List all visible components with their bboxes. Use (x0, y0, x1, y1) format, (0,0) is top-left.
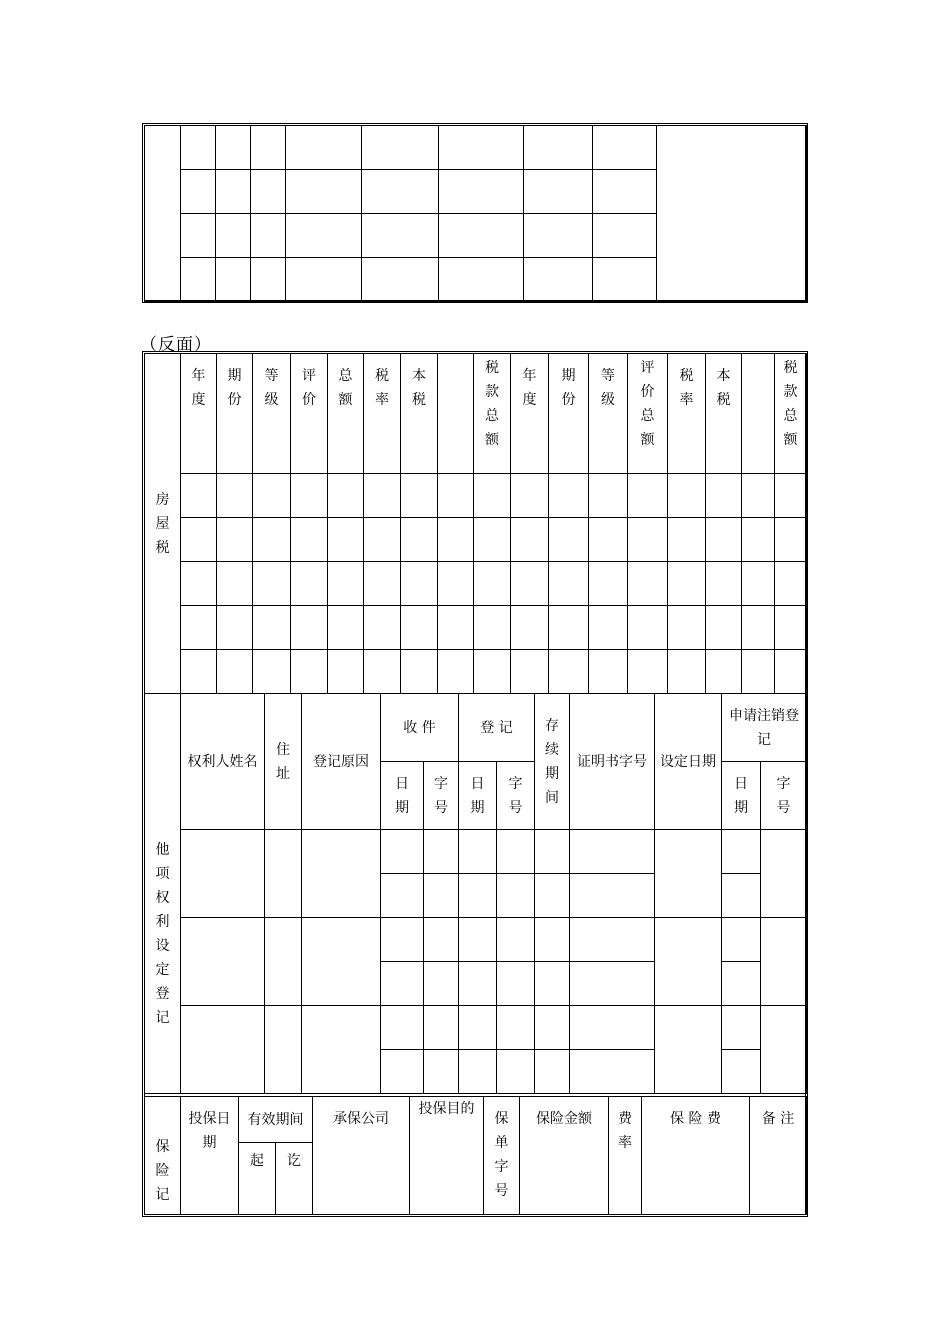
header-valid-period: 有效期间 (239, 1097, 313, 1143)
cell[interactable] (381, 962, 424, 1006)
cell[interactable] (381, 918, 424, 962)
cell[interactable] (570, 1050, 655, 1094)
cell[interactable] (291, 562, 328, 606)
header-register-date: 日期 (459, 762, 497, 830)
cell[interactable] (497, 1006, 535, 1050)
cell[interactable] (439, 258, 524, 302)
cell[interactable] (628, 474, 668, 518)
cell[interactable] (217, 562, 253, 606)
header-valid-from: 起 (239, 1143, 276, 1215)
cell[interactable] (593, 214, 657, 258)
cell[interactable] (511, 562, 549, 606)
header-rate-2: 税率 (668, 354, 706, 474)
cell[interactable] (253, 606, 291, 650)
cell[interactable] (655, 830, 722, 918)
cell[interactable] (474, 650, 511, 694)
cell[interactable] (722, 1006, 761, 1050)
cell[interactable] (570, 1006, 655, 1050)
header-premium: 保 险 费 (642, 1097, 750, 1215)
cell[interactable] (628, 606, 668, 650)
cell[interactable] (362, 126, 439, 170)
cell[interactable] (251, 170, 286, 214)
cell[interactable] (439, 126, 524, 170)
cell[interactable] (589, 650, 628, 694)
cell[interactable] (589, 562, 628, 606)
cell[interactable] (589, 474, 628, 518)
cell[interactable] (474, 562, 511, 606)
cell[interactable] (668, 650, 706, 694)
cell[interactable] (593, 126, 657, 170)
cell[interactable] (424, 830, 459, 874)
cell[interactable] (524, 170, 593, 214)
cell[interactable] (302, 1006, 381, 1094)
cell[interactable] (401, 474, 438, 518)
cell[interactable] (364, 606, 401, 650)
header-holder-name: 权利人姓名 (181, 694, 265, 830)
cell[interactable] (181, 918, 265, 1006)
cell[interactable] (524, 126, 593, 170)
cell[interactable] (628, 562, 668, 606)
header-tax-total: 税款总额 (474, 354, 511, 474)
cell[interactable] (401, 650, 438, 694)
header-receive: 收 件 (381, 694, 459, 762)
insurance-side-label: 保险记 (145, 1097, 181, 1215)
cell[interactable] (474, 474, 511, 518)
cell[interactable] (364, 562, 401, 606)
cell[interactable] (381, 830, 424, 874)
cell[interactable] (459, 1050, 497, 1094)
cell[interactable] (549, 606, 589, 650)
cell[interactable] (549, 474, 589, 518)
cell[interactable] (668, 518, 706, 562)
header-blank-2 (742, 354, 775, 474)
cell[interactable] (628, 518, 668, 562)
header-base-tax: 本税 (401, 354, 438, 474)
cell[interactable] (253, 650, 291, 694)
cell[interactable] (722, 874, 761, 918)
cell[interactable] (401, 518, 438, 562)
cell[interactable] (742, 474, 775, 518)
cell[interactable] (181, 214, 216, 258)
cell[interactable] (438, 650, 474, 694)
cell[interactable] (761, 918, 807, 1006)
header-reason: 登记原因 (302, 694, 381, 830)
cell[interactable] (628, 650, 668, 694)
cell[interactable] (549, 650, 589, 694)
cell[interactable] (251, 126, 286, 170)
cell[interactable] (291, 606, 328, 650)
cell[interactable] (439, 170, 524, 214)
cell[interactable] (497, 874, 535, 918)
cell[interactable] (524, 258, 593, 302)
cell[interactable] (706, 606, 742, 650)
cell[interactable] (593, 170, 657, 214)
cell[interactable] (401, 562, 438, 606)
cell[interactable] (181, 830, 265, 918)
header-base-tax-2: 本税 (706, 354, 742, 474)
cell[interactable] (328, 606, 364, 650)
cell[interactable] (459, 1006, 497, 1050)
header-rate: 税率 (364, 354, 401, 474)
cell[interactable] (722, 1050, 761, 1094)
front-tax-table-continued (144, 125, 807, 302)
cell[interactable] (474, 518, 511, 562)
cell[interactable] (775, 650, 807, 694)
cell[interactable] (364, 518, 401, 562)
cell[interactable] (181, 258, 216, 302)
cell[interactable] (438, 606, 474, 650)
cell[interactable] (742, 606, 775, 650)
cell[interactable] (217, 606, 253, 650)
cell[interactable] (722, 918, 761, 962)
cell[interactable] (497, 1050, 535, 1094)
cell[interactable] (253, 562, 291, 606)
header-valid-to: 讫 (276, 1143, 313, 1215)
cell[interactable] (668, 562, 706, 606)
cell[interactable] (381, 1050, 424, 1094)
cell[interactable] (438, 562, 474, 606)
header-period-2: 期份 (549, 354, 589, 474)
header-policy-number: 保单字号 (484, 1097, 520, 1215)
cell[interactable] (722, 830, 761, 874)
cell[interactable] (424, 1050, 459, 1094)
house-tax-side-label: 房屋税 (145, 354, 181, 694)
cell[interactable] (655, 918, 722, 1006)
cell[interactable] (535, 1006, 570, 1050)
header-remarks: 备 注 (750, 1097, 807, 1215)
cell[interactable] (286, 126, 362, 170)
cell[interactable] (438, 474, 474, 518)
cell[interactable] (668, 606, 706, 650)
header-valuation: 评价 (291, 354, 328, 474)
header-insured-amount: 保险金额 (520, 1097, 609, 1215)
cell[interactable] (535, 918, 570, 962)
cell[interactable] (474, 606, 511, 650)
cell[interactable] (535, 1050, 570, 1094)
cell[interactable] (761, 830, 807, 918)
cell[interactable] (742, 650, 775, 694)
other-rights-side-label: 他项权利设定登记 (145, 694, 181, 1094)
cell[interactable] (511, 606, 549, 650)
cell[interactable] (535, 830, 570, 874)
cell[interactable] (570, 830, 655, 874)
cell[interactable] (216, 214, 251, 258)
cell[interactable] (381, 1006, 424, 1050)
cell[interactable] (722, 962, 761, 1006)
cell[interactable] (265, 1006, 302, 1094)
header-insure-date: 投保日期 (181, 1097, 239, 1215)
cell[interactable] (424, 874, 459, 918)
cell[interactable] (216, 126, 251, 170)
cell[interactable] (362, 170, 439, 214)
other-rights-table (144, 693, 807, 1094)
header-cert-number: 证明书字号 (570, 694, 655, 830)
cell[interactable] (302, 830, 381, 918)
header-register: 登 记 (459, 694, 535, 762)
cell[interactable] (570, 962, 655, 1006)
header-period: 期份 (217, 354, 253, 474)
cell[interactable] (253, 518, 291, 562)
cell[interactable] (439, 214, 524, 258)
header-insure-purpose: 投保目的 (410, 1097, 484, 1215)
cell[interactable] (459, 874, 497, 918)
header-valuation-total-2: 评价总额 (628, 354, 668, 474)
cell[interactable] (761, 1006, 807, 1094)
cell[interactable] (217, 518, 253, 562)
cell[interactable] (775, 562, 807, 606)
cell[interactable] (265, 830, 302, 918)
cell[interactable] (265, 918, 302, 1006)
cell[interactable] (217, 474, 253, 518)
cell[interactable] (328, 518, 364, 562)
cell[interactable] (328, 562, 364, 606)
cell[interactable] (570, 874, 655, 918)
cell[interactable] (291, 518, 328, 562)
cell[interactable] (549, 562, 589, 606)
cell[interactable] (524, 214, 593, 258)
cell[interactable] (251, 214, 286, 258)
header-rate: 费率 (609, 1097, 642, 1215)
cell[interactable] (302, 918, 381, 1006)
cell[interactable] (775, 474, 807, 518)
cell[interactable] (549, 518, 589, 562)
header-address: 住址 (265, 694, 302, 830)
cell[interactable] (181, 170, 216, 214)
cell[interactable] (459, 830, 497, 874)
header-cancel-num: 字号 (761, 762, 807, 830)
cell[interactable] (291, 650, 328, 694)
cell[interactable] (181, 650, 217, 694)
cell[interactable] (216, 258, 251, 302)
cell[interactable] (216, 170, 251, 214)
cell[interactable] (424, 1006, 459, 1050)
cell[interactable] (589, 606, 628, 650)
cell[interactable] (381, 874, 424, 918)
cell[interactable] (362, 258, 439, 302)
header-blank (438, 354, 474, 474)
header-cancel-registration: 申请注销登记 (722, 694, 807, 762)
cell[interactable] (511, 518, 549, 562)
cell[interactable] (497, 918, 535, 962)
cell[interactable] (511, 650, 549, 694)
cell[interactable] (497, 830, 535, 874)
cell[interactable] (424, 962, 459, 1006)
cell[interactable] (286, 258, 362, 302)
cell[interactable] (286, 214, 362, 258)
cell[interactable] (181, 126, 216, 170)
cell[interactable] (655, 1006, 722, 1094)
cell[interactable] (459, 918, 497, 962)
cell[interactable] (362, 214, 439, 258)
side-cell (145, 126, 181, 302)
header-year: 年度 (181, 354, 217, 474)
header-insurer: 承保公司 (313, 1097, 410, 1215)
cell[interactable] (706, 474, 742, 518)
header-cancel-date: 日期 (722, 762, 761, 830)
header-register-num: 字号 (497, 762, 535, 830)
cell[interactable] (668, 474, 706, 518)
cell[interactable] (706, 562, 742, 606)
cell[interactable] (217, 650, 253, 694)
house-tax-table (144, 353, 807, 694)
cell[interactable] (593, 258, 657, 302)
cell[interactable] (251, 258, 286, 302)
cell[interactable] (286, 170, 362, 214)
cell[interactable] (570, 918, 655, 962)
cell[interactable] (181, 518, 217, 562)
cell[interactable] (535, 962, 570, 1006)
header-total: 总额 (328, 354, 364, 474)
cell[interactable] (181, 474, 217, 518)
header-grade-2: 等级 (589, 354, 628, 474)
cell[interactable] (742, 562, 775, 606)
cell[interactable] (364, 474, 401, 518)
cell[interactable] (424, 918, 459, 962)
cell[interactable] (401, 606, 438, 650)
cell[interactable] (181, 606, 217, 650)
header-receive-date: 日期 (381, 762, 424, 830)
cell[interactable] (438, 518, 474, 562)
cell[interactable] (253, 474, 291, 518)
header-receive-num: 字号 (424, 762, 459, 830)
cell[interactable] (535, 874, 570, 918)
header-duration: 存续期间 (535, 694, 570, 830)
header-set-date: 设定日期 (655, 694, 722, 830)
cell[interactable] (328, 474, 364, 518)
header-grade: 等级 (253, 354, 291, 474)
cell[interactable] (459, 962, 497, 1006)
cell[interactable] (181, 1006, 265, 1094)
cell[interactable] (706, 518, 742, 562)
cell[interactable] (328, 650, 364, 694)
cell[interactable] (589, 518, 628, 562)
header-year-2: 年度 (511, 354, 549, 474)
remarks-cell[interactable] (657, 126, 807, 302)
cell[interactable] (291, 474, 328, 518)
cell[interactable] (364, 650, 401, 694)
cell[interactable] (742, 518, 775, 562)
cell[interactable] (181, 562, 217, 606)
reverse-side-label: （反面） (140, 335, 212, 355)
insurance-table (144, 1096, 807, 1215)
cell[interactable] (775, 518, 807, 562)
cell[interactable] (497, 962, 535, 1006)
cell[interactable] (511, 474, 549, 518)
header-tax-total-2: 税款总额 (775, 354, 807, 474)
cell[interactable] (706, 650, 742, 694)
cell[interactable] (775, 606, 807, 650)
